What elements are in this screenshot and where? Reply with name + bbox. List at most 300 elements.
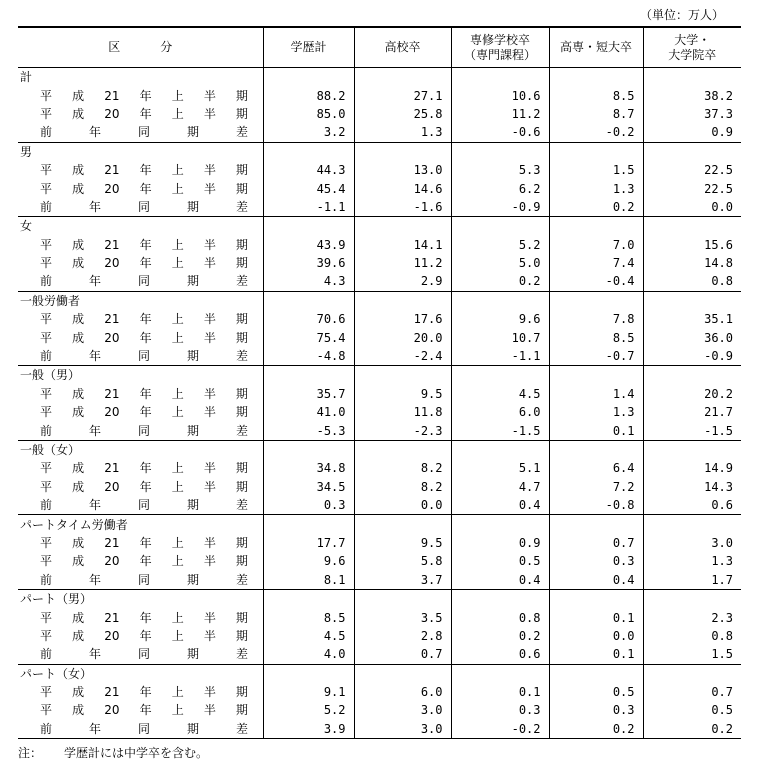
row-label-char: 同 xyxy=(137,572,150,587)
row-label-char: 平 xyxy=(40,237,53,252)
group-title-row xyxy=(18,68,741,87)
group-title-row xyxy=(18,217,741,236)
value-cell: 0.9 xyxy=(451,534,549,552)
table-row xyxy=(18,254,741,272)
empty-cell xyxy=(263,217,354,236)
row-label xyxy=(18,496,263,515)
row-label-char: 期 xyxy=(235,610,248,625)
value-cell: -0.2 xyxy=(451,720,549,739)
group-title: 女 xyxy=(18,217,263,236)
value-cell: 45.4 xyxy=(263,179,354,197)
education-employment-table xyxy=(18,26,741,739)
row-label xyxy=(18,310,263,328)
row-label-char: 半 xyxy=(203,628,216,643)
value-cell: 75.4 xyxy=(263,328,354,346)
row-label-char: 半 xyxy=(203,703,216,718)
row-label-char: 20 xyxy=(104,628,120,643)
value-cell: 6.4 xyxy=(549,459,643,477)
value-cell: 9.6 xyxy=(263,552,354,570)
row-label-char: 半 xyxy=(203,405,216,420)
value-cell: 0.2 xyxy=(451,272,549,291)
row-label-char: 期 xyxy=(186,125,199,140)
row-label xyxy=(18,683,263,701)
row-label-char: 年 xyxy=(139,685,152,700)
value-cell: 35.1 xyxy=(643,310,741,328)
value-cell: 0.4 xyxy=(549,571,643,590)
value-cell: 0.8 xyxy=(643,627,741,645)
row-label-char: 期 xyxy=(186,423,199,438)
row-label-char: 年 xyxy=(139,628,152,643)
value-cell: -5.3 xyxy=(263,421,354,440)
empty-cell xyxy=(643,664,741,683)
value-cell: 0.1 xyxy=(549,608,643,626)
row-label-char: 半 xyxy=(203,163,216,178)
row-label-char: 年 xyxy=(139,535,152,550)
row-label-char: 21 xyxy=(104,163,120,178)
row-label-char: 上 xyxy=(171,256,184,271)
value-cell: 14.1 xyxy=(354,236,451,254)
value-cell: 5.1 xyxy=(451,459,549,477)
value-cell: 14.9 xyxy=(643,459,741,477)
value-cell: 43.9 xyxy=(263,236,354,254)
row-label-char: 半 xyxy=(203,535,216,550)
value-cell: -2.4 xyxy=(354,347,451,366)
row-label-char: 年 xyxy=(139,703,152,718)
value-cell: 0.1 xyxy=(451,683,549,701)
row-label-char: 平 xyxy=(40,386,53,401)
row-label-char: 年 xyxy=(88,125,101,140)
row-label-char: 半 xyxy=(203,312,216,327)
group-title-row xyxy=(18,142,741,161)
table-row xyxy=(18,627,741,645)
row-label-char: 同 xyxy=(137,423,150,438)
row-label-char: 期 xyxy=(235,461,248,476)
value-cell: -0.9 xyxy=(451,198,549,217)
value-cell: 0.2 xyxy=(451,627,549,645)
table-row xyxy=(18,236,741,254)
empty-cell xyxy=(263,142,354,161)
row-label-char: 上 xyxy=(171,106,184,121)
row-label-char: 年 xyxy=(139,386,152,401)
row-label-char: 半 xyxy=(203,461,216,476)
column-header-line: 専修学校卒 xyxy=(469,32,530,47)
value-cell: 85.0 xyxy=(263,105,354,123)
empty-cell xyxy=(643,142,741,161)
row-label xyxy=(18,198,263,217)
row-label xyxy=(18,478,263,496)
row-label-char: 前 xyxy=(40,199,53,214)
row-label-char: 期 xyxy=(235,479,248,494)
row-label-char: 半 xyxy=(203,479,216,494)
row-label-char: 21 xyxy=(104,461,120,476)
group-title: パート（男） xyxy=(18,589,263,608)
value-cell: -4.8 xyxy=(263,347,354,366)
row-label-char: 成 xyxy=(72,685,85,700)
row-label-char: 上 xyxy=(171,181,184,196)
value-cell: 11.2 xyxy=(354,254,451,272)
row-label-char: 20 xyxy=(104,181,120,196)
empty-cell xyxy=(549,68,643,87)
empty-cell xyxy=(643,440,741,459)
row-label xyxy=(18,179,263,197)
row-label-char: 成 xyxy=(72,535,85,550)
row-label-char: 半 xyxy=(203,386,216,401)
value-cell: 3.0 xyxy=(354,720,451,739)
row-label-char: 平 xyxy=(40,181,53,196)
value-cell: 5.0 xyxy=(451,254,549,272)
empty-cell xyxy=(549,440,643,459)
column-header-junior-college xyxy=(549,27,643,68)
empty-cell xyxy=(643,68,741,87)
value-cell: 9.6 xyxy=(451,310,549,328)
column-header-line: 高専・短大卒 xyxy=(559,40,632,54)
column-header-line: （専門課程） xyxy=(463,47,536,62)
row-label-char: 上 xyxy=(171,685,184,700)
value-cell: -0.8 xyxy=(549,496,643,515)
value-cell: 8.2 xyxy=(354,459,451,477)
row-label-char: 前 xyxy=(40,572,53,587)
value-cell: 37.3 xyxy=(643,105,741,123)
row-label-char: 期 xyxy=(235,163,248,178)
value-cell: 44.3 xyxy=(263,161,354,179)
empty-cell xyxy=(263,366,354,385)
row-label-char: 差 xyxy=(235,647,248,662)
table-row xyxy=(18,571,741,590)
table-row xyxy=(18,161,741,179)
value-cell: 0.6 xyxy=(451,645,549,664)
row-label xyxy=(18,161,263,179)
row-label xyxy=(18,254,263,272)
row-label-char: 成 xyxy=(72,256,85,271)
row-label-char: 差 xyxy=(235,125,248,140)
empty-cell xyxy=(451,515,549,534)
value-cell: 17.6 xyxy=(354,310,451,328)
table-row xyxy=(18,421,741,440)
value-cell: 1.5 xyxy=(549,161,643,179)
row-label-char: 期 xyxy=(235,256,248,271)
empty-cell xyxy=(354,68,451,87)
row-label-char: 前 xyxy=(40,423,53,438)
empty-cell xyxy=(354,515,451,534)
row-label-char: 差 xyxy=(235,349,248,364)
empty-cell xyxy=(643,291,741,310)
row-label-char: 上 xyxy=(171,628,184,643)
value-cell: 35.7 xyxy=(263,385,354,403)
row-label-char: 期 xyxy=(235,703,248,718)
row-label-char: 年 xyxy=(139,256,152,271)
value-cell: 0.6 xyxy=(643,496,741,515)
row-label xyxy=(18,627,263,645)
group-title-row xyxy=(18,366,741,385)
row-label-char: 平 xyxy=(40,554,53,569)
row-label-char: 半 xyxy=(203,685,216,700)
value-cell: 1.4 xyxy=(549,385,643,403)
row-label-char: 20 xyxy=(104,554,120,569)
empty-cell xyxy=(263,68,354,87)
empty-cell xyxy=(549,291,643,310)
row-label-char: 20 xyxy=(104,703,120,718)
row-label-char: 平 xyxy=(40,703,53,718)
row-label-char: 期 xyxy=(235,312,248,327)
row-label-char: 期 xyxy=(235,106,248,121)
row-label-char: 上 xyxy=(171,405,184,420)
row-label-char: 期 xyxy=(186,274,199,289)
row-label-char: 期 xyxy=(186,349,199,364)
value-cell: 1.3 xyxy=(643,552,741,570)
value-cell: 0.2 xyxy=(549,720,643,739)
row-label-char: 半 xyxy=(203,554,216,569)
value-cell: 8.2 xyxy=(354,478,451,496)
value-cell: 7.4 xyxy=(549,254,643,272)
value-cell: 25.8 xyxy=(354,105,451,123)
empty-cell xyxy=(549,217,643,236)
row-label-char: 差 xyxy=(235,572,248,587)
value-cell: 4.5 xyxy=(263,627,354,645)
value-cell: 3.5 xyxy=(354,608,451,626)
row-label-char: 期 xyxy=(235,554,248,569)
row-label-char: 平 xyxy=(40,330,53,345)
value-cell: 3.0 xyxy=(354,701,451,719)
row-label-char: 前 xyxy=(40,498,53,513)
row-label-char: 成 xyxy=(72,163,85,178)
value-cell: 27.1 xyxy=(354,86,451,104)
value-cell: 9.5 xyxy=(354,385,451,403)
value-cell: 1.7 xyxy=(643,571,741,590)
group-title: 一般（男） xyxy=(18,366,263,385)
value-cell: -0.9 xyxy=(643,347,741,366)
row-label-char: 平 xyxy=(40,628,53,643)
value-cell: -2.3 xyxy=(354,421,451,440)
row-label-char: 期 xyxy=(186,647,199,662)
row-label-char: 前 xyxy=(40,274,53,289)
value-cell: 11.8 xyxy=(354,403,451,421)
row-label-char: 年 xyxy=(139,479,152,494)
value-cell: 38.2 xyxy=(643,86,741,104)
table-row xyxy=(18,403,741,421)
table-header xyxy=(18,27,741,68)
value-cell: -1.6 xyxy=(354,198,451,217)
value-cell: 20.2 xyxy=(643,385,741,403)
row-label-char: 平 xyxy=(40,535,53,550)
row-label-char: 同 xyxy=(137,349,150,364)
row-label-char: 20 xyxy=(104,479,120,494)
value-cell: 0.2 xyxy=(643,720,741,739)
value-cell: 22.5 xyxy=(643,179,741,197)
column-header-line: 大学院卒 xyxy=(668,47,717,62)
row-label-char: 期 xyxy=(186,572,199,587)
row-label-char: 同 xyxy=(137,647,150,662)
row-label-char: 年 xyxy=(88,423,101,438)
category-header xyxy=(18,27,263,68)
row-label xyxy=(18,701,263,719)
table-row xyxy=(18,123,741,142)
row-label-char: 期 xyxy=(235,181,248,196)
category-header-char: 分 xyxy=(160,40,173,54)
value-cell: 1.3 xyxy=(354,123,451,142)
table-row xyxy=(18,198,741,217)
value-cell: 6.0 xyxy=(451,403,549,421)
empty-cell xyxy=(549,515,643,534)
table-row xyxy=(18,683,741,701)
row-label-char: 21 xyxy=(104,312,120,327)
row-label-char: 21 xyxy=(104,88,120,103)
row-label-char: 上 xyxy=(171,554,184,569)
value-cell: -1.1 xyxy=(263,198,354,217)
value-cell: 17.7 xyxy=(263,534,354,552)
empty-cell xyxy=(451,142,549,161)
row-label xyxy=(18,608,263,626)
unit-label: （単位：万人） xyxy=(640,8,725,22)
value-cell: 4.7 xyxy=(451,478,549,496)
table-row xyxy=(18,496,741,515)
row-label xyxy=(18,272,263,291)
row-label xyxy=(18,720,263,739)
table-row xyxy=(18,105,741,123)
table-row xyxy=(18,347,741,366)
row-label-char: 上 xyxy=(171,535,184,550)
row-label-char: 半 xyxy=(203,106,216,121)
row-label-char: 上 xyxy=(171,610,184,625)
value-cell: 8.5 xyxy=(549,328,643,346)
value-cell: -1.5 xyxy=(451,421,549,440)
row-label-char: 20 xyxy=(104,330,120,345)
value-cell: 34.5 xyxy=(263,478,354,496)
row-label-char: 同 xyxy=(137,721,150,736)
row-label xyxy=(18,645,263,664)
row-label-char: 年 xyxy=(139,237,152,252)
row-label-char: 同 xyxy=(137,199,150,214)
row-label-char: 差 xyxy=(235,274,248,289)
column-header-total xyxy=(263,27,354,68)
value-cell: 0.1 xyxy=(549,645,643,664)
value-cell: -1.1 xyxy=(451,347,549,366)
row-label-char: 21 xyxy=(104,685,120,700)
row-label-char: 成 xyxy=(72,610,85,625)
column-header-vocational xyxy=(451,27,549,68)
row-label-char: 期 xyxy=(186,498,199,513)
value-cell: -1.5 xyxy=(643,421,741,440)
group-title: 計 xyxy=(18,68,263,87)
value-cell: 7.8 xyxy=(549,310,643,328)
value-cell: 7.0 xyxy=(549,236,643,254)
empty-cell xyxy=(354,142,451,161)
value-cell: 4.3 xyxy=(263,272,354,291)
value-cell: 39.6 xyxy=(263,254,354,272)
row-label xyxy=(18,123,263,142)
value-cell: 1.3 xyxy=(549,403,643,421)
row-label-char: 差 xyxy=(235,721,248,736)
table-body xyxy=(18,68,741,739)
row-label-char: 年 xyxy=(139,88,152,103)
row-label-char: 前 xyxy=(40,647,53,662)
value-cell: 88.2 xyxy=(263,86,354,104)
row-label-char: 年 xyxy=(88,199,101,214)
value-cell: 7.2 xyxy=(549,478,643,496)
row-label-char: 成 xyxy=(72,312,85,327)
group-title: パートタイム労働者 xyxy=(18,515,263,534)
row-label xyxy=(18,403,263,421)
row-label xyxy=(18,385,263,403)
row-label-char: 前 xyxy=(40,125,53,140)
value-cell: 6.0 xyxy=(354,683,451,701)
value-cell: 20.0 xyxy=(354,328,451,346)
value-cell: 21.7 xyxy=(643,403,741,421)
row-label-char: 年 xyxy=(139,461,152,476)
value-cell: 8.7 xyxy=(549,105,643,123)
table-row xyxy=(18,459,741,477)
value-cell: 5.2 xyxy=(451,236,549,254)
row-label-char: 差 xyxy=(235,423,248,438)
row-label-char: 成 xyxy=(72,181,85,196)
row-label-char: 平 xyxy=(40,256,53,271)
empty-cell xyxy=(643,217,741,236)
row-label-char: 平 xyxy=(40,88,53,103)
row-label xyxy=(18,347,263,366)
row-label xyxy=(18,552,263,570)
row-label xyxy=(18,328,263,346)
value-cell: -0.2 xyxy=(549,123,643,142)
row-label-char: 21 xyxy=(104,386,120,401)
empty-cell xyxy=(451,68,549,87)
empty-cell xyxy=(354,366,451,385)
value-cell: 0.0 xyxy=(354,496,451,515)
row-label-char: 上 xyxy=(171,461,184,476)
value-cell: 0.2 xyxy=(549,198,643,217)
value-cell: 8.1 xyxy=(263,571,354,590)
value-cell: 2.8 xyxy=(354,627,451,645)
group-title: 男 xyxy=(18,142,263,161)
value-cell: 0.3 xyxy=(451,701,549,719)
value-cell: 0.1 xyxy=(549,421,643,440)
empty-cell xyxy=(549,589,643,608)
row-label-char: 成 xyxy=(72,461,85,476)
row-label-char: 同 xyxy=(137,274,150,289)
value-cell: -0.6 xyxy=(451,123,549,142)
value-cell: -0.4 xyxy=(549,272,643,291)
empty-cell xyxy=(643,366,741,385)
empty-cell xyxy=(549,366,643,385)
row-label-char: 成 xyxy=(72,703,85,718)
row-label-char: 年 xyxy=(139,106,152,121)
row-label-char: 上 xyxy=(171,312,184,327)
value-cell: 14.3 xyxy=(643,478,741,496)
table-row xyxy=(18,720,741,739)
table-row xyxy=(18,645,741,664)
value-cell: 4.5 xyxy=(451,385,549,403)
row-label-char: 成 xyxy=(72,479,85,494)
value-cell: 2.3 xyxy=(643,608,741,626)
value-cell: 1.5 xyxy=(643,645,741,664)
value-cell: 11.2 xyxy=(451,105,549,123)
value-cell: 14.6 xyxy=(354,179,451,197)
value-cell: 0.4 xyxy=(451,571,549,590)
value-cell: 3.9 xyxy=(263,720,354,739)
value-cell: 9.1 xyxy=(263,683,354,701)
row-label-char: 前 xyxy=(40,349,53,364)
value-cell: 0.8 xyxy=(643,272,741,291)
row-label-char: 半 xyxy=(203,610,216,625)
value-cell: 22.5 xyxy=(643,161,741,179)
empty-cell xyxy=(451,664,549,683)
row-label-char: 年 xyxy=(88,498,101,513)
row-label-char: 期 xyxy=(235,535,248,550)
footnote-text: 学歴計には中学卒を含む。 xyxy=(64,746,209,760)
table-row xyxy=(18,552,741,570)
value-cell: 36.0 xyxy=(643,328,741,346)
value-cell: 8.5 xyxy=(549,86,643,104)
row-label-char: 20 xyxy=(104,256,120,271)
value-cell: 5.2 xyxy=(263,701,354,719)
